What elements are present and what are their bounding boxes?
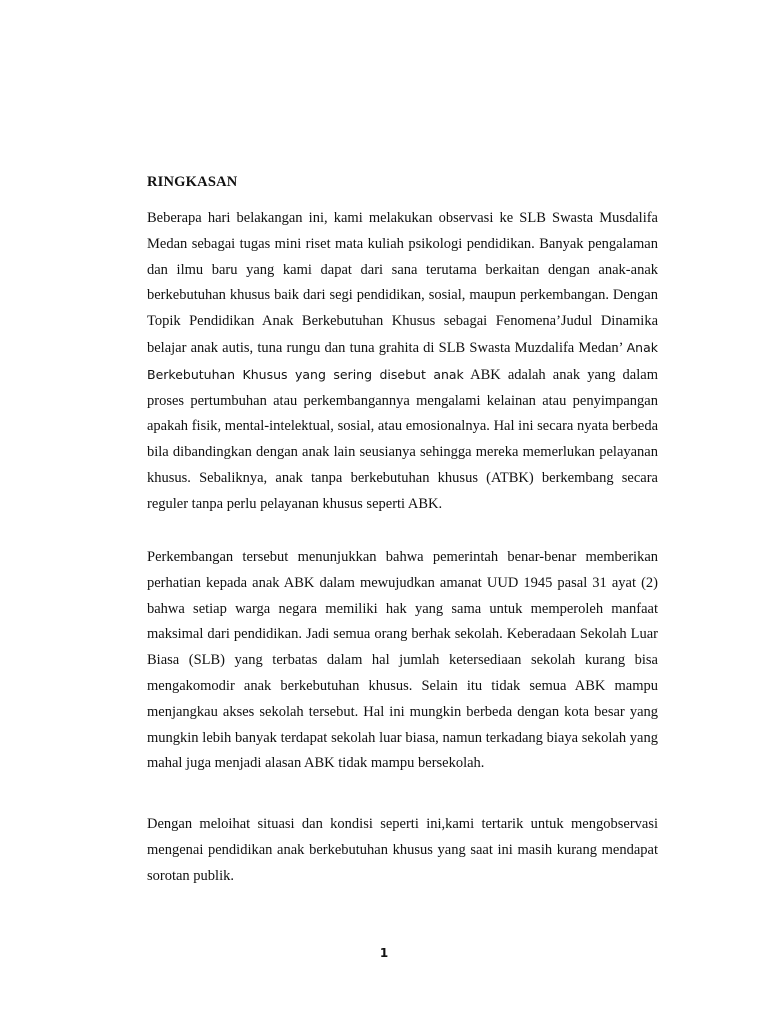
paragraph-1-alt-font-text: Anak Berkebutuhan Khusus yang sering disebut anak bbox=[147, 339, 658, 382]
paragraph-1-text: Beberapa hari belakangan ini, kami melakukan observasi ke SLB Swasta Musdalifa Medan sebagai tugas mini riset mata kuliah psikologi pendidikan. Banyak pengalaman dan ilmu baru yang kami dapat dari sana terutama berkaitan dengan anak-anak berkebutuhan khusus baik dari segi pendidikan, sosial, maupun perkembangan. Dengan Topik Pendidikan Anak Berkebutuhan Khusus sebagai Fenomena’Judul Dinamika belajar anak autis, tuna rungu dan tuna grahita di SLB Swasta Muzdalifa Medan’ bbox=[147, 210, 658, 356]
section-heading: RINGKASAN bbox=[147, 174, 238, 190]
paragraph-1 bbox=[147, 206, 658, 518]
paragraph-2: Perkembangan tersebut menunjukkan bahwa pemerintah benar-benar memberikan perhatian kepada anak ABK dalam mewujudkan amanat UUD 1945 pasal 31 ayat (2) bahwa setiap warga negara memiliki hak yang sama untuk memperoleh manfaat maksimal dari pendidikan. Jadi semua orang berhak sekolah. Keberadaan Sekolah Luar Biasa (SLB) yang terbatas dalam hal jumlah ketersediaan sekolah kurang bisa mengakomodir anak berkebutuhan khusus. Selain itu tidak semua ABK mampu menjangkau akses sekolah tersebut. Hal ini mungkin berbeda dengan kota besar yang mungkin lebih banyak terdapat sekolah luar biasa, namun terkadang biaya sekolah yang mahal juga menjadi alasan ABK tidak mampu bersekolah. bbox=[147, 549, 658, 772]
page-number: 1 bbox=[379, 946, 389, 960]
paragraph-1-text-continued: ABK adalah anak yang dalam proses pertumbuhan atau perkembangannya mengalami kelainan atau penyimpangan apakah fisik, mental-intelektual, sosial, atau emosionalnya. Hal ini secara nyata berbeda bila dibandingkan dengan anak lain seusianya sehingga mereka memerlukan pelayanan khusus. Sebaliknya, anak tanpa berkebutuhan khusus (ATBK) berkembang secara reguler tanpa perlu pelayanan khusus seperti ABK. bbox=[147, 366, 658, 512]
paragraph-3: Dengan meloihat situasi dan kondisi seperti ini,kami tertarik untuk mengobservasi mengenai pendidikan anak berkebutuhan khusus yang saat ini masih kurang mendapat sorotan publik. bbox=[147, 816, 658, 884]
